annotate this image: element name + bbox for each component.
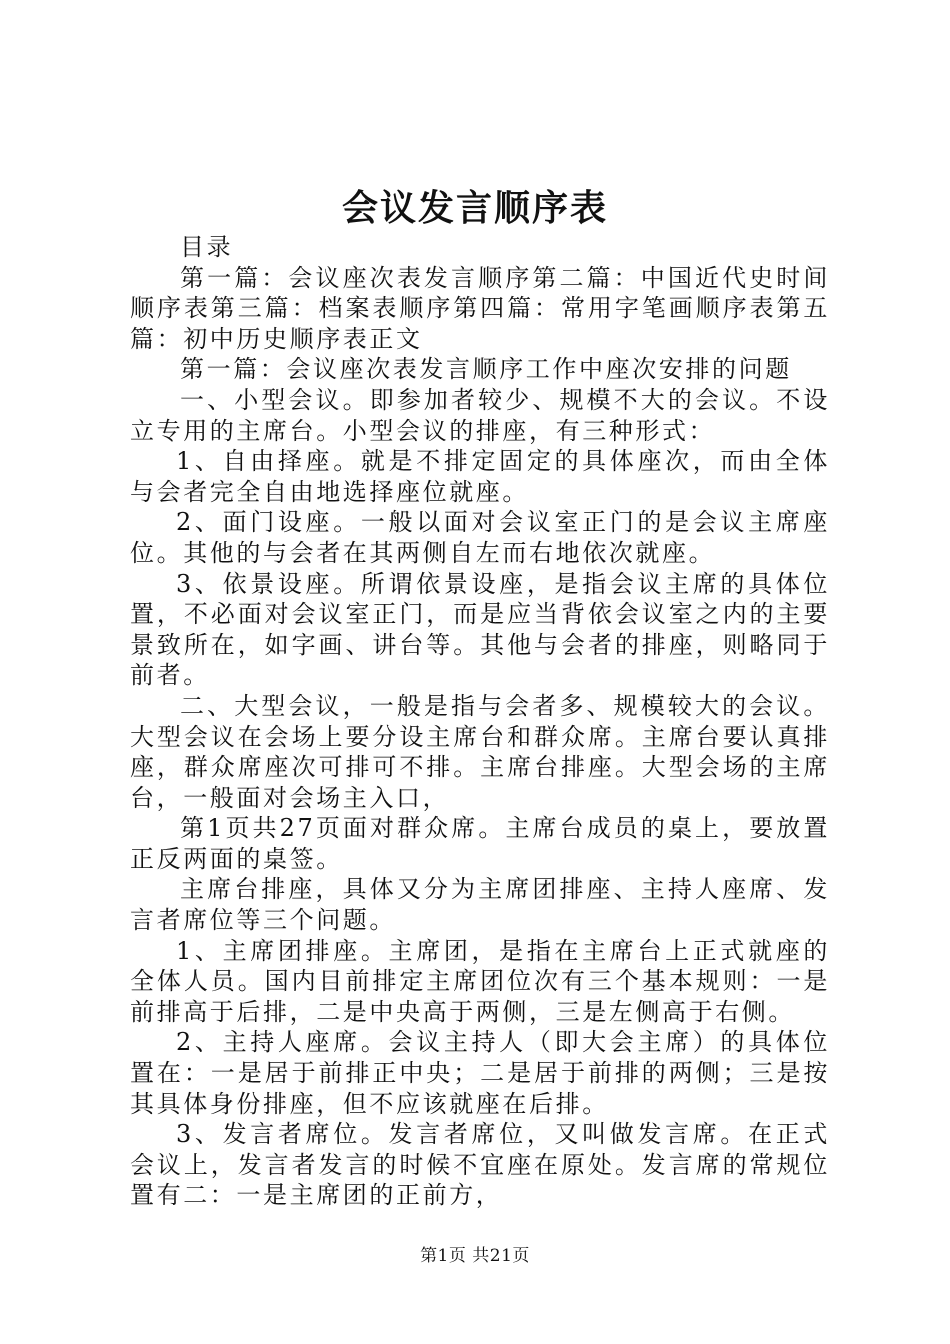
paragraph-speaker-seat: 3、发言者席位。发言者席位，又叫做发言席。在正式会议上，发言者发言的时候不宜座在原处。发言席的常规位置有二：一是主席团的正前方，: [130, 1120, 830, 1210]
paragraph-small-meeting: 一、小型会议。即参加者较少、规模不大的会议。不设立专用的主席台。小型会议的排座，有三种形式：: [130, 385, 830, 445]
page-footer: 第1页 共21页: [420, 1246, 530, 1266]
document-title: 会议发言顺序表: [341, 187, 608, 229]
paragraph-facing-door: 2、面门设座。一般以面对会议室正门的是会议主席座位。其他的与会者在其两侧自左而右地依次就座。: [130, 508, 830, 567]
paragraph-rostrum-seating: 主席台排座，具体又分为主席团排座、主持人座席、发言者席位等三个问题。: [130, 875, 830, 935]
paragraph-scenery-seating: 3、依景设座。所谓依景设座，是指会议主席的具体位置，不必面对会议室正门，而是应当背依会议室之内的主要景致所在，如字画、讲台等。其他与会者的排座，则略同于前者。: [130, 569, 830, 690]
paragraph-host-seat: 2、主持人座席。会议主持人（即大会主席）的具体位置在：一是居于前排正中央；二是居于前排的两侧；三是按其具体身份排座，但不应该就座在后排。: [130, 1028, 830, 1118]
toc-heading: 目录: [180, 233, 234, 261]
paragraph-presidium: 1、主席团排座。主席团，是指在主席台上正式就座的全体人员。国内目前排定主席团位次有三个基本规则：一是前排高于后排，二是中央高于两侧，三是左侧高于右侧。: [130, 936, 830, 1026]
toc-list: 第一篇：会议座次表发言顺序第二篇：中国近代史时间顺序表第三篇：档案表顺序第四篇：常用字笔画顺序表第五篇：初中历史顺序表正文: [130, 263, 830, 353]
paragraph-large-meeting: 二、大型会议，一般是指与会者多、规模较大的会议。大型会议在会场上要分设主席台和群众席。主席台要认真排座，群众席座次可排可不排。主席台排座。大型会场的主席台，一般面对会场主入口，: [130, 691, 830, 812]
section-heading: 第一篇：会议座次表发言顺序工作中座次安排的问题: [180, 355, 792, 384]
paragraph-free-seating: 1、自由择座。就是不排定固定的具体座次，而由全体与会者完全自由地选择座位就座。: [130, 447, 830, 506]
paragraph-page-break: 第1页共27页面对群众席。主席台成员的桌上，要放置正反两面的桌签。: [130, 814, 830, 873]
document-body: [130, 232, 830, 1211]
